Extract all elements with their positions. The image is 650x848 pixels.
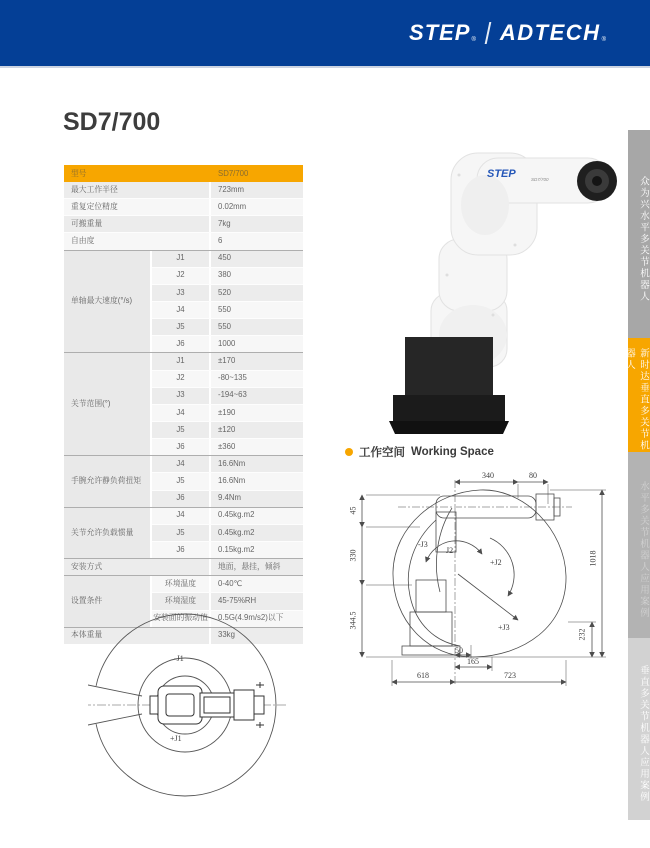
working-space-title-en: Working Space — [411, 446, 494, 458]
spec-row-label: 可搬重量 — [71, 219, 103, 229]
spec-value-cell: 0.5G(4.9m/s2)以下 — [209, 611, 303, 627]
spec-sub-label: J5 — [176, 476, 185, 486]
dim-340: 340 — [482, 471, 494, 480]
brand-divider — [485, 22, 492, 44]
spec-value-cell: 0.02mm — [209, 199, 303, 215]
spec-value-cell: 16.6Nm — [209, 456, 303, 472]
sidebar-tab-scara-cases: 水平多关节机器人应用案例 — [628, 452, 650, 638]
spec-sub-label: J4 — [176, 304, 185, 314]
spec-table-header — [64, 165, 303, 182]
spec-sub-label: J3 — [176, 287, 185, 297]
spec-row-label: 安装方式 — [71, 561, 103, 571]
spec-sub-row — [152, 335, 303, 352]
spec-sub-row — [152, 456, 303, 472]
spec-sub-row — [152, 301, 303, 318]
spec-sub-label: J1 — [176, 253, 185, 263]
dim-165: 165 — [467, 657, 479, 666]
spec-sub-label: 安装面的振动值 — [153, 613, 208, 623]
label-j2: J2 — [446, 546, 454, 555]
spec-value-cell: 16.6Nm — [209, 473, 303, 489]
spec-table — [64, 165, 303, 644]
top-view-diagram — [88, 608, 288, 808]
spec-table-body — [64, 182, 303, 644]
label-pos-j3: +J3 — [498, 623, 510, 632]
spec-row-label: 重复定位精度 — [71, 201, 118, 211]
spec-header-value: SD7/700 — [218, 169, 249, 178]
registered-mark-icon: ® — [601, 37, 606, 43]
spec-value-cell: 550 — [209, 302, 303, 318]
spec-value-cell: 380 — [209, 268, 303, 284]
dim-80: 80 — [529, 471, 537, 480]
spec-value-cell: 0-40℃ — [209, 576, 303, 592]
spec-sub-rows — [150, 353, 303, 455]
spec-sub-row — [152, 267, 303, 284]
spec-value-cell: -194~63 — [209, 388, 303, 404]
sidebar-tab-scara-robots: 众为兴水平多关节机器人 — [628, 130, 650, 338]
brand-step: STEP — [409, 20, 471, 45]
spec-sub-row — [152, 490, 303, 507]
spec-group-row — [64, 250, 303, 353]
spec-row-label: 自由度 — [71, 236, 95, 246]
spec-value-cell: 7kg — [209, 216, 303, 232]
spec-sub-label: J3 — [176, 390, 185, 400]
spec-group-row — [64, 352, 303, 455]
spec-sub-label: J4 — [176, 407, 185, 417]
sidebar-tab-vertical-cases: 垂直多关节机器人应用案例 — [628, 638, 650, 820]
spec-row — [64, 215, 303, 232]
working-space-title-zh: 工作空间 — [359, 447, 405, 459]
spec-row-label: 本体重量 — [71, 630, 103, 640]
spec-sub-row — [152, 284, 303, 301]
working-space-drawing — [340, 468, 640, 693]
dim-45: 45 — [348, 506, 358, 515]
spec-sub-label: J4 — [176, 510, 185, 520]
spec-value-cell: 45-75%RH — [209, 593, 303, 609]
spec-sub-row — [152, 524, 303, 541]
spec-sub-row — [152, 421, 303, 438]
spec-value-cell: 33kg — [209, 628, 303, 644]
spec-group-label: 关节范围(°) — [64, 353, 150, 455]
spec-sub-label: J5 — [176, 321, 185, 331]
label-pos-j2: +J2 — [490, 558, 502, 567]
spec-sub-row — [152, 353, 303, 369]
spec-sub-row — [152, 251, 303, 267]
spec-value-cell: 0.15kg.m2 — [209, 542, 303, 558]
robot-illustration — [385, 145, 620, 435]
spec-sub-rows — [150, 251, 303, 353]
spec-sub-row — [152, 370, 303, 387]
top-view-svg — [88, 608, 288, 808]
spec-sub-row — [152, 404, 303, 421]
spec-sub-label: J2 — [176, 373, 185, 383]
spec-value-cell: -80~135 — [209, 371, 303, 387]
spec-value-cell: ±360 — [209, 439, 303, 455]
dim-330: 330 — [348, 549, 358, 562]
label-neg-j3: -J3 — [418, 540, 428, 549]
brand-logo — [409, 20, 606, 46]
spec-sub-row — [152, 472, 303, 489]
spec-sub-row — [152, 508, 303, 524]
spec-sub-label: J6 — [176, 339, 185, 349]
spec-group-row — [64, 455, 303, 506]
spec-sub-label: J4 — [176, 459, 185, 469]
spec-value-cell: 1000 — [209, 336, 303, 352]
sidebar-tab-vertical-robots: 新时达垂直多关节机器人 — [628, 338, 650, 452]
spec-row — [64, 232, 303, 249]
dim-723: 723 — [504, 671, 516, 680]
header-bar — [0, 0, 650, 68]
label-pos-j1: +J1 — [170, 734, 182, 743]
spec-sub-rows — [150, 456, 303, 506]
spec-sub-label: 环境温度 — [164, 579, 197, 589]
spec-group-label: 单轴最大速度(°/s) — [64, 251, 150, 353]
spec-sub-label: J5 — [176, 527, 185, 537]
spec-sub-label: J1 — [176, 356, 185, 366]
spec-sub-row — [152, 541, 303, 558]
spec-sub-label: 环境湿度 — [164, 596, 197, 606]
spec-row — [64, 558, 303, 575]
robot-model-text: SD7/700 — [531, 177, 549, 182]
spec-row-label: 最大工作半径 — [71, 184, 118, 194]
spec-value-cell: ±120 — [209, 422, 303, 438]
spec-group-label: 手腕允许静负荷扭矩 — [64, 456, 150, 506]
dim-344-5: 344.5 — [348, 611, 358, 630]
robot-brand-text: STEP — [487, 168, 516, 180]
spec-sub-row — [152, 387, 303, 404]
working-space-svg — [340, 468, 640, 693]
spec-header-label: 型号 — [71, 169, 87, 178]
label-neg-j1: -J1 — [174, 654, 184, 663]
spec-value-cell: ±190 — [209, 405, 303, 421]
brand-adtech: ADTECH — [499, 20, 601, 45]
dim-618: 618 — [417, 671, 429, 680]
registered-mark-icon: ® — [471, 37, 476, 43]
spec-sub-row — [152, 318, 303, 335]
spec-sub-label: J6 — [176, 544, 185, 554]
spec-value-cell: 0.45kg.m2 — [209, 508, 303, 524]
spec-sub-label: J2 — [176, 270, 185, 280]
spec-value-cell: 9.4Nm — [209, 491, 303, 507]
spec-group-label: 关节允许负载惯量 — [64, 508, 150, 558]
bullet-dot-icon — [345, 448, 353, 456]
spec-sub-label: J6 — [176, 493, 185, 503]
page-title: SD7/700 — [63, 108, 161, 136]
spec-value-cell: 0.45kg.m2 — [209, 525, 303, 541]
spec-group-row — [64, 507, 303, 558]
spec-sub-row — [152, 438, 303, 455]
spec-value-cell: 地面，悬挂，倾斜 — [209, 559, 303, 575]
spec-value-cell: 6 — [209, 233, 303, 249]
spec-value-cell: 520 — [209, 285, 303, 301]
working-space-heading — [345, 444, 494, 460]
spec-row — [64, 198, 303, 215]
spec-value-cell: ±170 — [209, 353, 303, 369]
spec-sub-label: J6 — [176, 441, 185, 451]
spec-sub-row — [152, 592, 303, 609]
dim-1018: 1018 — [588, 550, 598, 567]
spec-sub-rows — [150, 508, 303, 558]
spec-value-cell: 450 — [209, 251, 303, 267]
spec-sub-row — [152, 576, 303, 592]
spec-value-cell: 550 — [209, 319, 303, 335]
spec-sub-label: J5 — [176, 424, 185, 434]
spec-value-cell: 723mm — [209, 182, 303, 198]
dim-232: 232 — [577, 628, 587, 641]
spec-row — [64, 182, 303, 198]
spec-group-label: 设置条件 — [64, 576, 150, 626]
robot-photo — [385, 145, 620, 435]
dim-50: 50 — [455, 646, 463, 655]
